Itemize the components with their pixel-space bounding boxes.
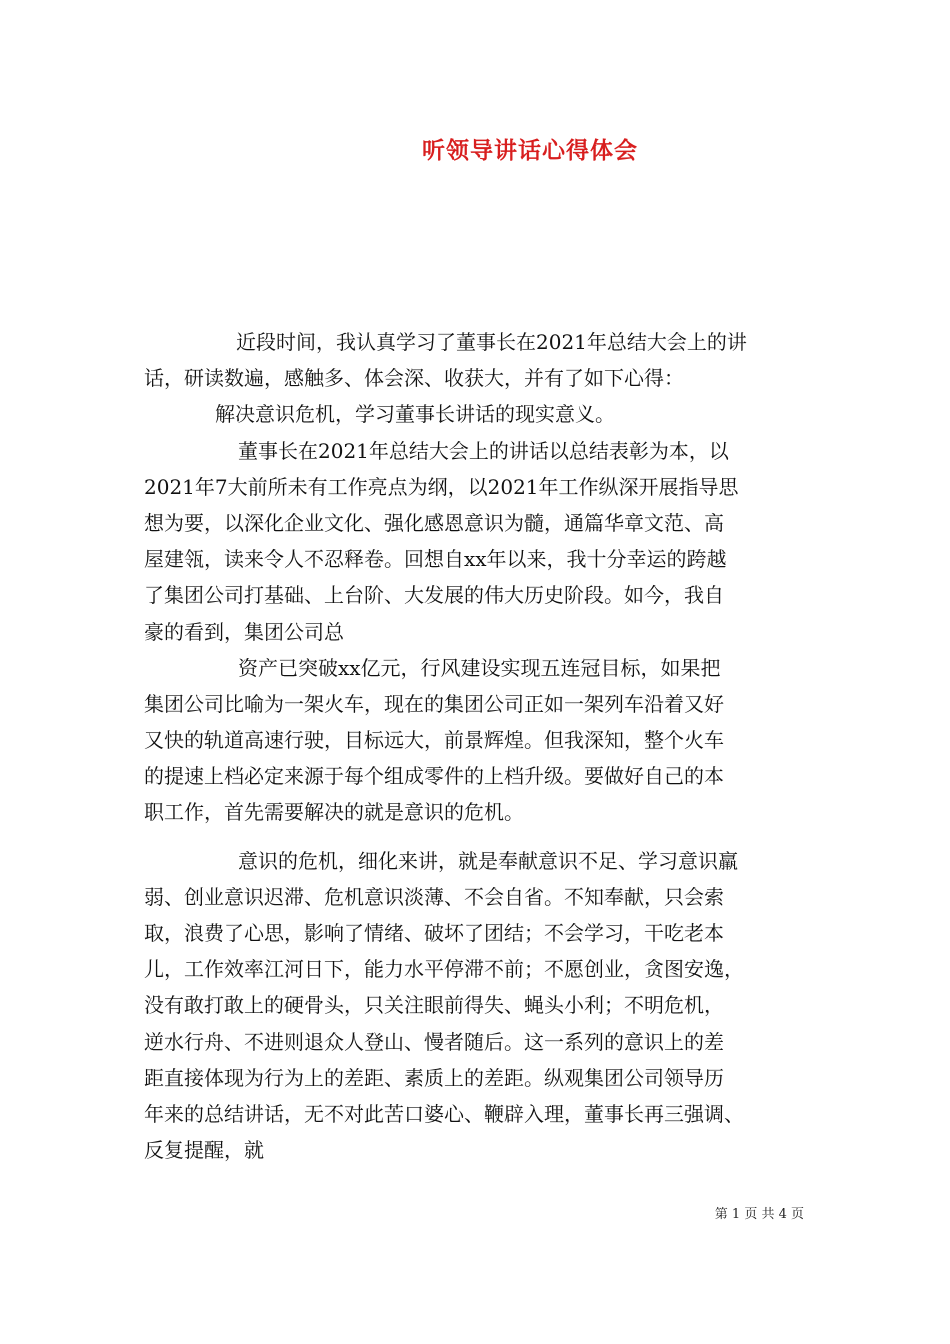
paragraph-line: 没有敢打敢上的硬骨头，只关注眼前得失、蝇头小利；不明危机， <box>144 993 724 1018</box>
paragraph-line: 反复提醒，就 <box>144 1138 264 1163</box>
paragraph-line: 意识的危机，细化来讲，就是奉献意识不足、学习意识羸 <box>238 848 738 873</box>
paragraph-line: 董事长在2021年总结大会上的讲话以总结表彰为本，以 <box>238 438 729 463</box>
paragraph-line: 屋建瓴，读来令人不忍释卷。回想自xx年以来，我十分幸运的跨越 <box>144 547 727 572</box>
paragraph-line: 2021年7大前所未有工作亮点为纲，以2021年工作纵深开展指导思 <box>144 474 739 499</box>
paragraph-line: 距直接体现为行为上的差距、素质上的差距。纵观集团公司领导历 <box>144 1065 724 1090</box>
page-number: 第 1 页 共 4 页 <box>714 1207 804 1222</box>
paragraph-line: 集团公司比喻为一架火车，现在的集团公司正如一架列车沿着又好 <box>144 691 724 716</box>
paragraph-line: 话，研读数遍，感触多、体会深、收获大，并有了如下心得： <box>144 366 684 391</box>
paragraph-line: 想为要，以深化企业文化、强化感恩意识为髓，通篇华章文范、高 <box>144 510 724 535</box>
paragraph-line: 弱、创业意识迟滞、危机意识淡薄、不会自省。不知奉献，只会索 <box>144 884 724 909</box>
paragraph-line: 年来的总结讲话，无不对此苦口婆心、鞭辟入理，董事长再三强调、 <box>144 1101 744 1126</box>
paragraph-line: 了集团公司打基础、上台阶、大发展的伟大历史阶段。如今，我自 <box>144 583 724 608</box>
paragraph-line: 取，浪费了心思，影响了情绪、破坏了团结；不会学习，干吃老本 <box>144 921 724 945</box>
paragraph-line: 儿，工作效率江河日下，能力水平停滞不前；不愿创业，贪图安逸， <box>144 957 744 982</box>
paragraph-line: 职工作，首先需要解决的就是意识的危机。 <box>144 800 524 825</box>
paragraph-line: 又快的轨道高速行驶，目标远大，前景辉煌。但我深知，整个火车 <box>144 728 724 753</box>
document-title: 听领导讲话心得体会 <box>422 137 638 164</box>
paragraph-line: 豪的看到，集团公司总 <box>144 619 344 644</box>
document-body <box>144 324 812 1168</box>
paragraph-line: 逆水行舟、不进则退众人登山、慢者随后。这一系列的意识上的差 <box>144 1029 724 1054</box>
paragraph-line: 近段时间，我认真学习了董事长在2021年总结大会上的讲 <box>236 330 747 354</box>
paragraph-line: 的提速上档必定来源于每个组成零件的上档升级。要做好自己的本 <box>144 764 724 789</box>
paragraph-line: 资产已突破xx亿元，行风建设实现五连冠目标，如果把 <box>238 655 721 680</box>
paragraph-line: 解决意识危机，学习董事长讲话的现实意义。 <box>215 402 615 427</box>
paragraph-gap <box>144 831 812 843</box>
